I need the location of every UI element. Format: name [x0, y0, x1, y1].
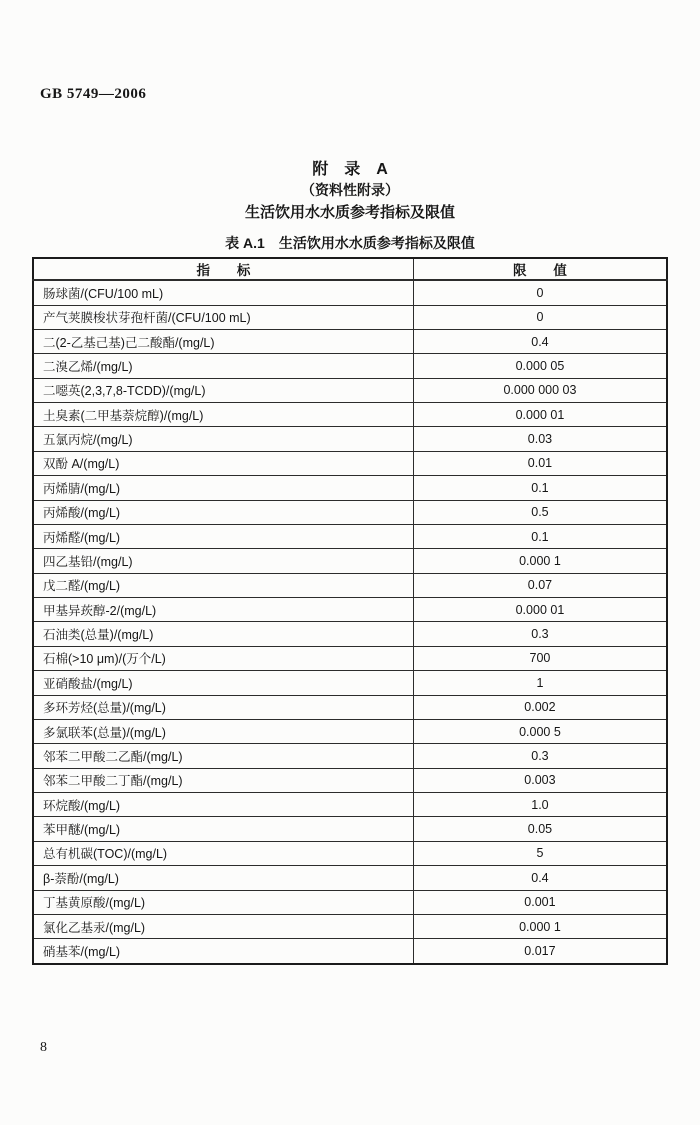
limit-value-cell: 700 — [413, 646, 667, 670]
indicator-cell: 甲基异莰醇-2/(mg/L) — [33, 598, 413, 622]
indicator-cell: β-萘酚/(mg/L) — [33, 866, 413, 890]
indicator-cell: 多环芳烃(总量)/(mg/L) — [33, 695, 413, 719]
indicator-cell: 戊二醛/(mg/L) — [33, 573, 413, 597]
limit-value-cell: 0.5 — [413, 500, 667, 524]
column-header-limit: 限 值 — [413, 258, 667, 280]
limit-value-cell: 5 — [413, 841, 667, 865]
indicator-cell: 丙烯腈/(mg/L) — [33, 476, 413, 500]
indicator-cell: 双酚 A/(mg/L) — [33, 451, 413, 475]
table-body — [33, 280, 667, 964]
indicator-cell: 亚硝酸盐/(mg/L) — [33, 671, 413, 695]
limit-value-cell: 0.4 — [413, 866, 667, 890]
indicator-cell: 硝基苯/(mg/L) — [33, 939, 413, 964]
table-row — [33, 476, 667, 500]
limit-value-cell: 0 — [413, 305, 667, 329]
limit-value-cell: 0 — [413, 280, 667, 305]
table-row — [33, 841, 667, 865]
indicator-cell: 石油类(总量)/(mg/L) — [33, 622, 413, 646]
table-row — [33, 646, 667, 670]
table-row — [33, 280, 667, 305]
indicator-cell: 苯甲醚/(mg/L) — [33, 817, 413, 841]
limit-value-cell: 0.4 — [413, 329, 667, 353]
limit-value-cell: 0.03 — [413, 427, 667, 451]
limit-value-cell: 0.017 — [413, 939, 667, 964]
indicator-cell: 产气荚膜梭状芽孢杆菌/(CFU/100 mL) — [33, 305, 413, 329]
indicator-cell: 多氯联苯(总量)/(mg/L) — [33, 719, 413, 743]
limit-value-cell: 0.07 — [413, 573, 667, 597]
appendix-title: 附 录 A — [312, 161, 388, 178]
table-row — [33, 354, 667, 378]
limit-value-cell: 0.002 — [413, 695, 667, 719]
table-row — [33, 329, 667, 353]
table-header-row — [33, 258, 667, 280]
table-row — [33, 305, 667, 329]
limit-value-cell: 0.003 — [413, 768, 667, 792]
indicator-cell: 五氯丙烷/(mg/L) — [33, 427, 413, 451]
indicator-cell: 二溴乙烯/(mg/L) — [33, 354, 413, 378]
limit-value-cell: 0.000 1 — [413, 914, 667, 938]
indicator-cell: 环烷酸/(mg/L) — [33, 793, 413, 817]
appendix-heading: 生活饮用水水质参考指标及限值 — [244, 204, 455, 221]
table-row — [33, 719, 667, 743]
limit-value-cell: 0.1 — [413, 524, 667, 548]
limit-value-cell: 0.000 1 — [413, 549, 667, 573]
indicator-cell: 四乙基铅/(mg/L) — [33, 549, 413, 573]
limit-value-cell: 1 — [413, 671, 667, 695]
table-row — [33, 403, 667, 427]
table-row — [33, 793, 667, 817]
limit-value-cell: 0.000 01 — [413, 598, 667, 622]
limit-value-cell: 0.000 000 03 — [413, 378, 667, 402]
indicator-cell: 邻苯二甲酸二丁酯/(mg/L) — [33, 768, 413, 792]
table-row — [33, 598, 667, 622]
table-row — [33, 695, 667, 719]
table-row — [33, 451, 667, 475]
table-row — [33, 524, 667, 548]
limit-value-cell: 0.05 — [413, 817, 667, 841]
table-row — [33, 573, 667, 597]
indicator-cell: 丙烯醛/(mg/L) — [33, 524, 413, 548]
limit-value-cell: 0.3 — [413, 744, 667, 768]
table-row — [33, 671, 667, 695]
limit-value-cell: 0.000 05 — [413, 354, 667, 378]
table-row — [33, 890, 667, 914]
table-row — [33, 549, 667, 573]
standard-number: GB 5749—2006 — [40, 86, 147, 102]
table-row — [33, 500, 667, 524]
limit-value-cell: 0.1 — [413, 476, 667, 500]
column-header-indicator: 指 标 — [33, 258, 413, 280]
limit-value-cell: 1.0 — [413, 793, 667, 817]
table-row — [33, 622, 667, 646]
indicator-cell: 土臭素(二甲基萘烷醇)/(mg/L) — [33, 403, 413, 427]
limit-value-cell: 0.000 01 — [413, 403, 667, 427]
limit-value-cell: 0.01 — [413, 451, 667, 475]
indicator-cell: 二(2-乙基己基)己二酸酯/(mg/L) — [33, 329, 413, 353]
table-row — [33, 817, 667, 841]
indicator-cell: 丁基黄原酸/(mg/L) — [33, 890, 413, 914]
appendix-subtitle: （资料性附录） — [301, 182, 399, 198]
indicator-cell: 邻苯二甲酸二乙酯/(mg/L) — [33, 744, 413, 768]
indicator-cell: 氯化乙基汞/(mg/L) — [33, 914, 413, 938]
indicator-cell: 石棉(>10 μm)/(万个/L) — [33, 646, 413, 670]
indicator-cell: 二噁英(2,3,7,8-TCDD)/(mg/L) — [33, 378, 413, 402]
water-quality-table — [32, 257, 668, 965]
table-row — [33, 427, 667, 451]
page-number: 8 — [40, 1040, 47, 1055]
indicator-cell: 丙烯酸/(mg/L) — [33, 500, 413, 524]
indicator-cell: 总有机碳(TOC)/(mg/L) — [33, 841, 413, 865]
limit-value-cell: 0.3 — [413, 622, 667, 646]
table-row — [33, 768, 667, 792]
table-row — [33, 866, 667, 890]
indicator-cell: 肠球菌/(CFU/100 mL) — [33, 280, 413, 305]
limit-value-cell: 0.000 5 — [413, 719, 667, 743]
table-row — [33, 914, 667, 938]
table-row — [33, 939, 667, 964]
limit-value-cell: 0.001 — [413, 890, 667, 914]
table-caption: 表 A.1 生活饮用水水质参考指标及限值 — [225, 235, 475, 251]
table-row — [33, 744, 667, 768]
table-row — [33, 378, 667, 402]
